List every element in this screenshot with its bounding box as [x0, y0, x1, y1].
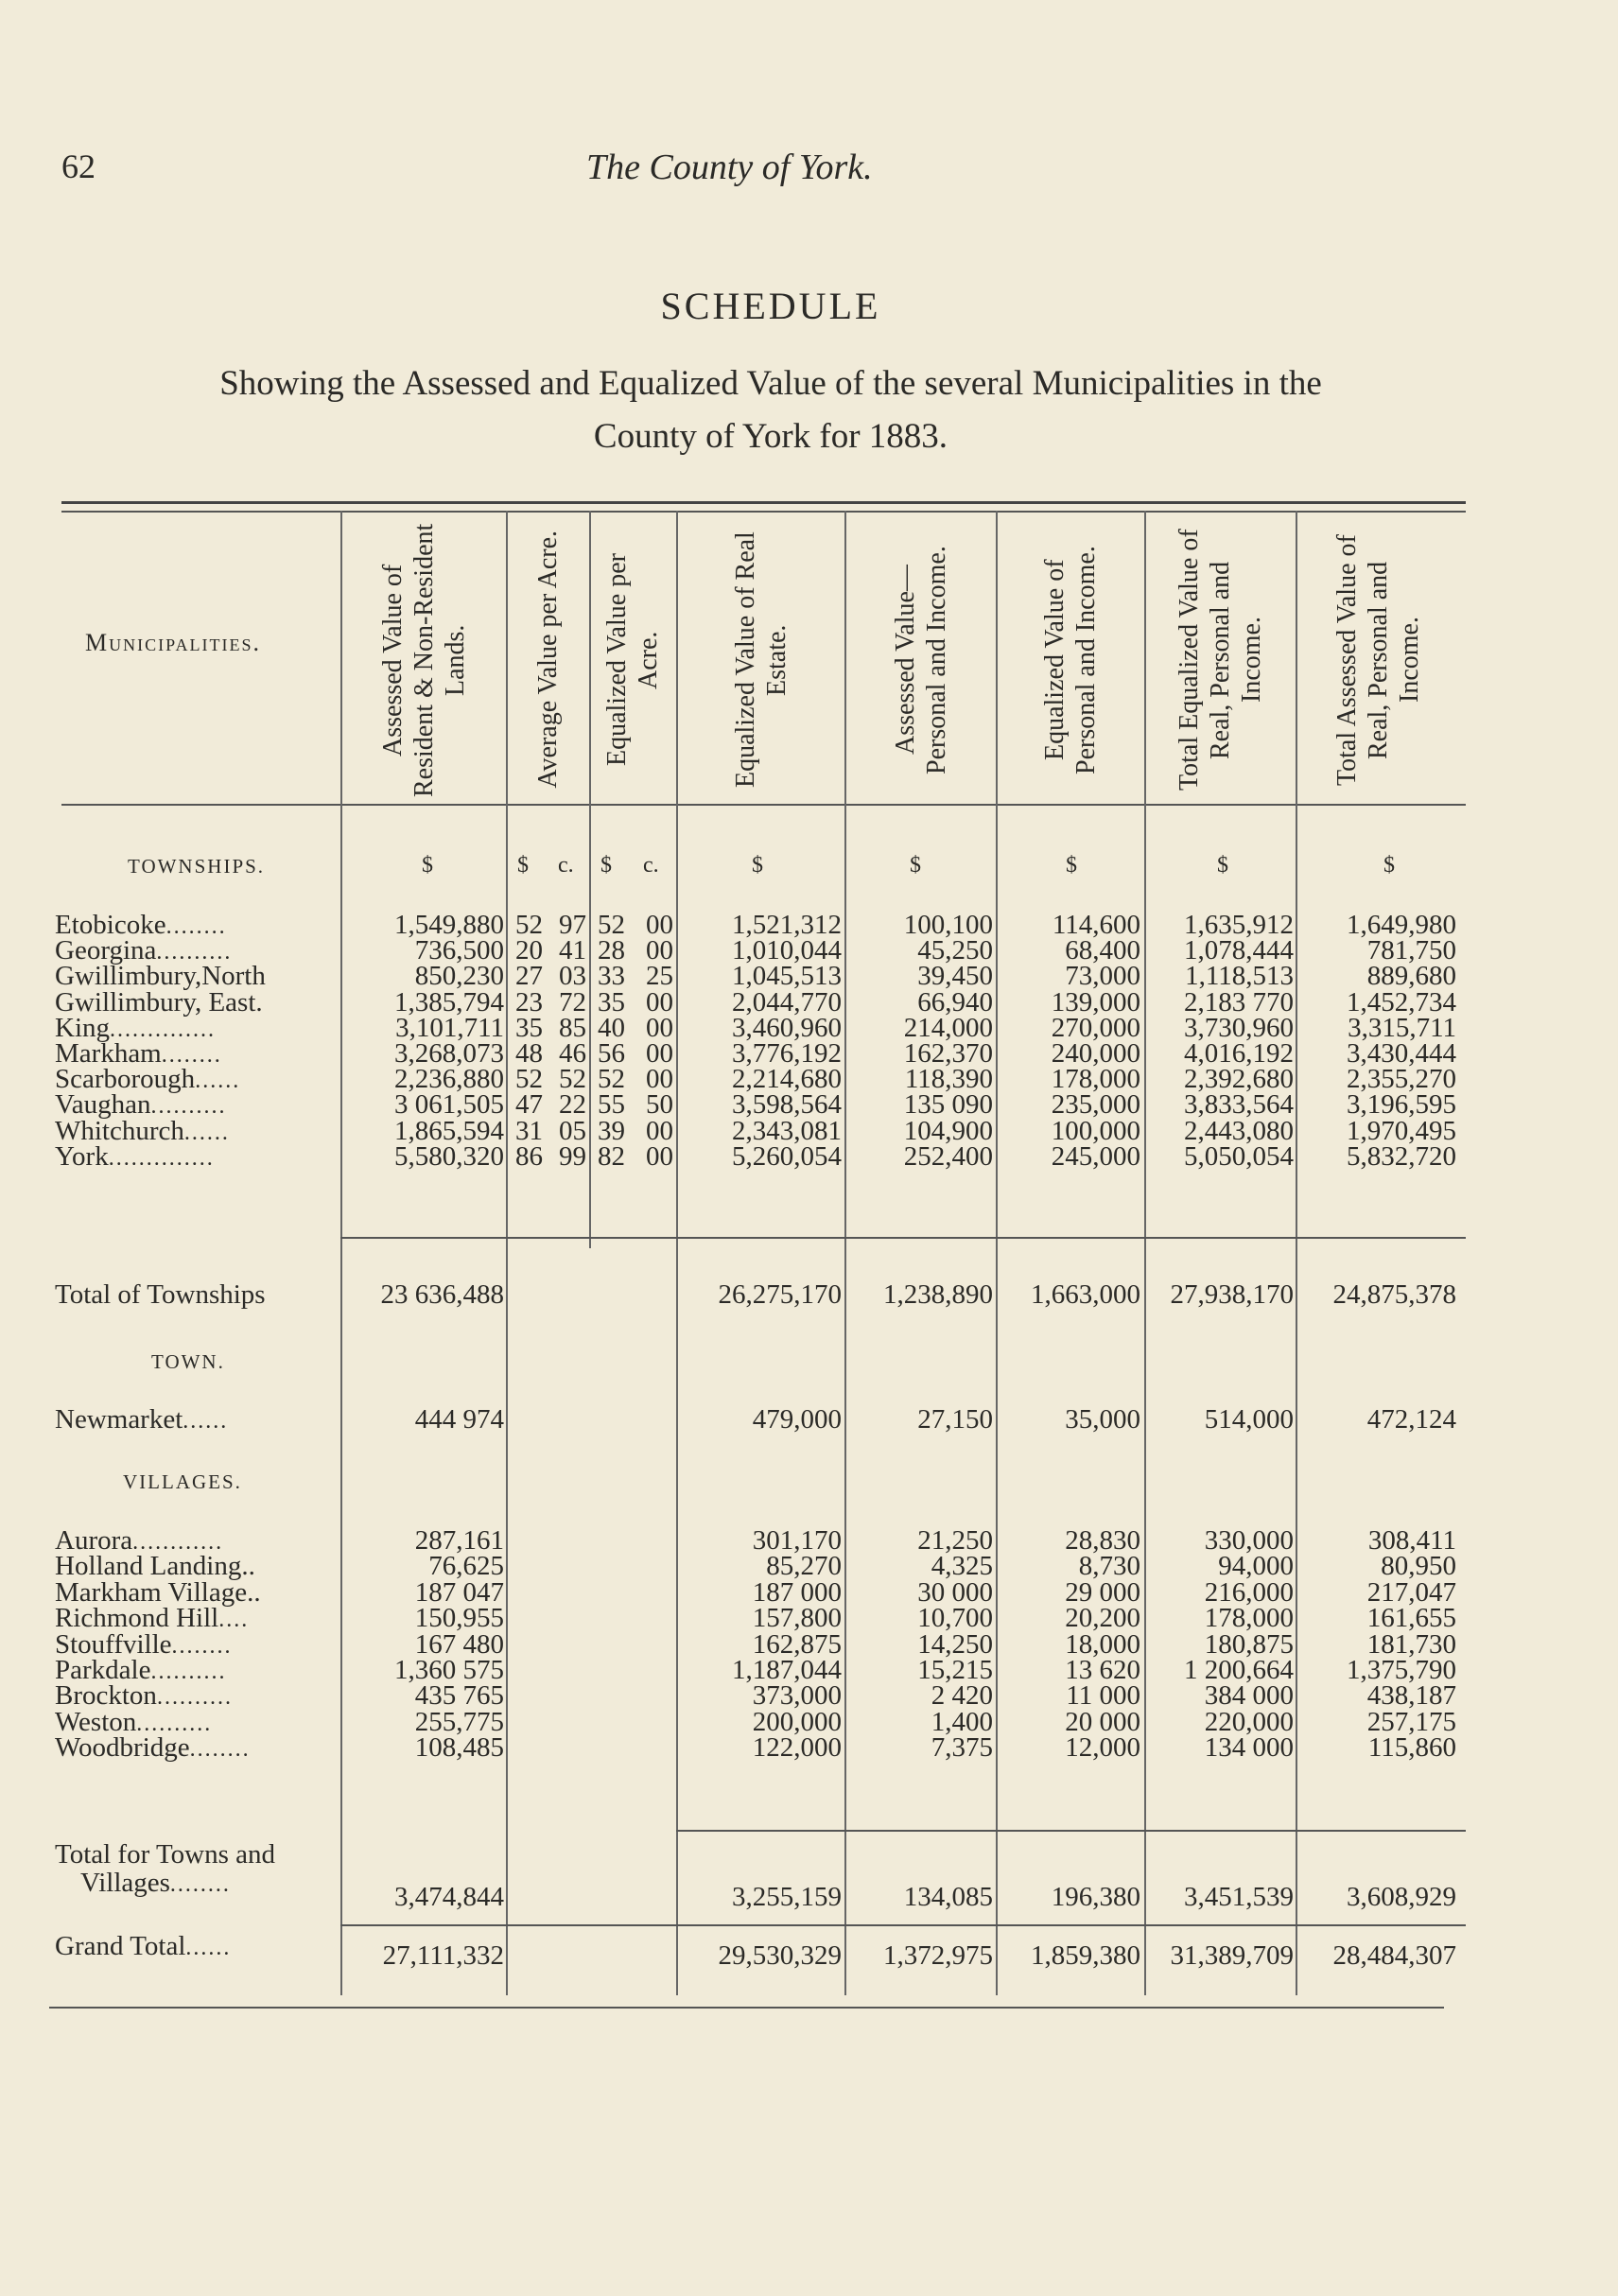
cell-eq_d: 55: [598, 1089, 625, 1121]
cell-ta: 2,355,270: [1347, 1064, 1456, 1095]
cell-avg_c: 41: [559, 935, 586, 966]
municipality-label: King: [55, 1012, 110, 1043]
cell-eqre: 157,800: [752, 1603, 842, 1634]
cell-a: 255,775: [414, 1706, 504, 1737]
cell-avg_c: 52: [559, 1064, 586, 1095]
cell-avg_d: 48: [515, 1038, 543, 1069]
cell-te: 330,000: [1204, 1525, 1294, 1556]
cell-eqre: 1,521,312: [732, 910, 842, 940]
cell-eqre: 373,000: [752, 1680, 842, 1712]
municipality-label: Etobicoke: [55, 910, 166, 940]
cell-eq_c: 25: [646, 961, 673, 992]
cell-eqre: 29,530,329: [718, 1940, 842, 1971]
cell-ta: 1,970,495: [1347, 1115, 1456, 1146]
cell-ta: 115,860: [1367, 1732, 1456, 1764]
municipality-label: Total of Townships: [55, 1279, 266, 1310]
cell-ap: 10,700: [917, 1603, 993, 1634]
cell-eq_c: 00: [646, 1115, 673, 1146]
cell-ap: 104,900: [903, 1115, 993, 1146]
schedule-subtitle: [61, 357, 1480, 463]
municipality-label: Woodbridge: [55, 1732, 190, 1764]
cell-a: 1,549,880: [394, 910, 504, 940]
cell-eqre: 187 000: [752, 1576, 842, 1608]
leader-dots: ......: [183, 1409, 229, 1434]
cell-ap: 14,250: [917, 1628, 993, 1660]
top-rule-2: [61, 511, 1466, 513]
cell-avg_c: 99: [559, 1140, 586, 1172]
cell-te: 3,730,960: [1184, 1012, 1294, 1043]
cell-eqre: 2,044,770: [732, 986, 842, 1018]
cell-eq_c: 00: [646, 910, 673, 940]
cell-a: 3,474,844: [394, 1882, 504, 1912]
cell-eqre: 2,343,081: [732, 1115, 842, 1146]
cell-ep: 29 000: [1065, 1576, 1140, 1608]
cell-ep: 11 000: [1066, 1680, 1140, 1712]
cell-ep: 12,000: [1065, 1732, 1140, 1764]
unit-dollar: $: [600, 853, 612, 878]
cell-eq_d: 39: [598, 1115, 625, 1146]
cell-ep: 1,859,380: [1031, 1940, 1140, 1971]
cell-ta: 3,430,444: [1347, 1038, 1456, 1069]
cell-ta: 889,680: [1366, 961, 1456, 992]
unit-cents: c.: [558, 853, 574, 878]
cell-ta: 181,730: [1366, 1628, 1456, 1660]
municipality-name: [55, 1279, 339, 1311]
subtotal-rule: [340, 1237, 1466, 1239]
cell-ep: 20,200: [1065, 1603, 1140, 1634]
cell-ap: 27,150: [917, 1404, 993, 1435]
cell-ap: 21,250: [917, 1525, 993, 1556]
col-header-assessed-personal: Assessed Value—Personal and Income.: [890, 545, 951, 774]
cell-ep: 13 620: [1065, 1655, 1140, 1685]
unit-dollar: $: [422, 853, 433, 878]
cell-avg_c: 03: [559, 961, 586, 992]
cell-te: 2,392,680: [1184, 1064, 1294, 1095]
cell-a: 150,955: [414, 1603, 504, 1634]
subtitle-line-1: Showing the Assessed and Equalized Value of the several Municipalities in the: [219, 364, 1322, 403]
cell-ta: 781,750: [1366, 935, 1456, 966]
cell-avg_c: 05: [559, 1115, 586, 1146]
cell-ap: 1,400: [931, 1706, 993, 1737]
leader-dots: ..........: [150, 1660, 227, 1684]
municipality-label: Gwillimbury,North: [55, 961, 266, 992]
leader-dots: ......: [195, 1069, 241, 1094]
cell-a: 108,485: [414, 1732, 504, 1764]
cell-eq_c: 00: [646, 1140, 673, 1172]
cell-ta: 80,950: [1381, 1551, 1456, 1582]
running-head: The County of York.: [586, 148, 873, 187]
municipality-label: Grand Total: [55, 1931, 186, 1961]
cell-ta: 257,175: [1366, 1706, 1456, 1737]
leader-dots: ....: [218, 1608, 250, 1633]
unit-dollar: $: [910, 853, 921, 878]
cell-eq_d: 28: [598, 935, 625, 966]
municipality-name: [55, 1141, 339, 1173]
municipality-label: Stouffville: [55, 1628, 172, 1660]
cell-eq_d: 82: [598, 1140, 625, 1172]
cell-ep: 245,000: [1051, 1140, 1140, 1172]
cell-ta: 28,484,307: [1332, 1940, 1456, 1971]
cell-ap: 30 000: [917, 1576, 993, 1608]
unit-dollar: $: [752, 853, 763, 878]
cell-eqre: 5,260,054: [732, 1140, 842, 1172]
cell-avg_c: 72: [559, 986, 586, 1018]
cell-a: 444 974: [414, 1404, 504, 1435]
section-label-town: TOWN.: [151, 1350, 225, 1373]
cell-ep: 73,000: [1065, 961, 1140, 992]
cell-ep: 18,000: [1065, 1628, 1140, 1660]
cell-ap: 4,325: [931, 1551, 993, 1582]
cell-a: 2,236,880: [394, 1064, 504, 1095]
cell-avg_d: 86: [515, 1140, 543, 1172]
cell-avg_c: 46: [559, 1038, 586, 1069]
cell-te: 178,000: [1204, 1603, 1294, 1634]
leader-dots: ..........: [156, 940, 233, 965]
cell-eqre: 200,000: [752, 1706, 842, 1737]
cell-ep: 240,000: [1051, 1038, 1140, 1069]
municipality-label: Brockton: [55, 1680, 157, 1712]
cell-te: 5,050,054: [1184, 1140, 1294, 1172]
cell-a: 850,230: [414, 961, 504, 992]
cell-eq_d: 52: [598, 910, 625, 940]
col-header-average-per-acre: Average Value per Acre.: [533, 531, 563, 789]
cell-eqre: 122,000: [752, 1732, 842, 1764]
municipality-label: Weston: [55, 1706, 137, 1737]
cell-eq_c: 00: [646, 986, 673, 1018]
cell-a: 287,161: [414, 1525, 504, 1556]
cell-ap: 252,400: [903, 1140, 993, 1172]
leader-dots: ........: [161, 1043, 222, 1068]
cell-eqre: 3,255,159: [732, 1882, 842, 1912]
cell-a: 3,268,073: [394, 1038, 504, 1069]
cell-te: 1,078,444: [1184, 935, 1294, 966]
municipality-label: Total for Towns and: [55, 1839, 276, 1870]
cell-te: 2,183 770: [1184, 986, 1294, 1018]
municipality-label: Villages: [80, 1868, 170, 1898]
cell-te: 94,000: [1218, 1551, 1294, 1582]
col-header-total-assessed: Total Assessed Value of Real, Personal and Income.: [1331, 533, 1424, 786]
cell-te: 4,016,192: [1184, 1038, 1294, 1069]
cell-a: 5,580,320: [394, 1140, 504, 1172]
subtotal-rule: [340, 1924, 1466, 1926]
municipality-label: Whitchurch: [55, 1115, 184, 1146]
leader-dots: ..........: [156, 1685, 233, 1711]
cell-ta: 3,315,711: [1348, 1012, 1456, 1043]
cell-ap: 39,450: [917, 961, 993, 992]
cell-avg_d: 20: [515, 935, 543, 966]
cell-ep: 235,000: [1051, 1089, 1140, 1121]
cell-avg_d: 47: [515, 1089, 543, 1121]
cell-eq_d: 52: [598, 1064, 625, 1095]
col-header-assessed-lands: Assessed Value of Resident & Non-Resident Lands.: [377, 522, 470, 797]
cell-eq_d: 35: [598, 986, 625, 1018]
leader-dots: ......: [183, 1120, 230, 1145]
cell-te: 1 200,664: [1184, 1655, 1294, 1685]
cell-te: 220,000: [1204, 1706, 1294, 1737]
cell-ta: 5,832,720: [1347, 1140, 1456, 1172]
leader-dots: ..........: [150, 1094, 227, 1120]
municipality-label: Parkdale: [55, 1655, 151, 1685]
col-header-total-equalized: Total Equalized Value of Real, Personal and Income.: [1174, 529, 1266, 791]
cell-ta: 1,649,980: [1347, 910, 1456, 940]
cell-avg_c: 97: [559, 910, 586, 940]
cell-eq_c: 00: [646, 935, 673, 966]
cell-ap: 135 090: [903, 1089, 993, 1121]
cell-ep: 178,000: [1051, 1064, 1140, 1095]
municipality-label: Newmarket: [55, 1404, 183, 1435]
leader-dots: ........: [169, 1872, 231, 1897]
municipality-name: [55, 1404, 339, 1435]
cell-ap: 134,085: [903, 1882, 993, 1912]
cell-a: 3 061,505: [394, 1089, 504, 1121]
cell-ta: 1,452,734: [1347, 986, 1456, 1018]
cell-eqre: 3,460,960: [732, 1012, 842, 1043]
leader-dots: ..............: [110, 1017, 216, 1042]
cell-eq_d: 56: [598, 1038, 625, 1069]
cell-te: 134 000: [1204, 1732, 1294, 1764]
cell-ep: 139,000: [1051, 986, 1140, 1018]
cell-avg_d: 35: [515, 1012, 543, 1043]
cell-a: 1,360 575: [394, 1655, 504, 1685]
municipality-label: Markham Village..: [55, 1576, 261, 1608]
cell-eqre: 301,170: [752, 1525, 842, 1556]
cell-eqre: 3,598,564: [732, 1089, 842, 1121]
subtitle-line-2: County of York for 1883.: [593, 417, 948, 456]
municipalities-header: Municipalities.: [85, 629, 261, 656]
subtotal-rule: [676, 1830, 1466, 1832]
cell-a: 1,865,594: [394, 1115, 504, 1146]
cell-a: 1,385,794: [394, 986, 504, 1018]
leader-dots: ........: [165, 914, 227, 939]
cell-avg_c: 85: [559, 1012, 586, 1043]
cell-ap: 2 420: [931, 1680, 993, 1712]
cell-ta: 24,875,378: [1332, 1279, 1456, 1310]
municipality-label: Holland Landing..: [55, 1551, 255, 1582]
cell-ep: 68,400: [1065, 935, 1140, 966]
municipality-label: Gwillimbury, East.: [55, 986, 263, 1018]
cell-ta: 161,655: [1366, 1603, 1456, 1634]
cell-eqre: 1,045,513: [732, 961, 842, 992]
leader-dots: ............: [132, 1530, 224, 1555]
cell-te: 3,833,564: [1184, 1089, 1294, 1121]
municipality-label: Markham: [55, 1038, 162, 1069]
leader-dots: ........: [171, 1633, 233, 1659]
cell-a: 736,500: [414, 935, 504, 966]
cell-a: 187 047: [414, 1576, 504, 1608]
cell-eq_d: 40: [598, 1012, 625, 1043]
cell-a: 167 480: [414, 1628, 504, 1660]
cell-ap: 7,375: [931, 1732, 993, 1764]
cell-ap: 118,390: [904, 1064, 993, 1095]
cell-te: 31,389,709: [1170, 1940, 1294, 1971]
cell-ep: 35,000: [1065, 1404, 1140, 1435]
cell-a: 435 765: [414, 1680, 504, 1712]
cell-ep: 20 000: [1065, 1706, 1140, 1737]
cell-eqre: 1,010,044: [732, 935, 842, 966]
cell-ep: 28,830: [1065, 1525, 1140, 1556]
cell-eqre: 2,214,680: [732, 1064, 842, 1095]
cell-ap: 162,370: [903, 1038, 993, 1069]
cell-ta: 3,196,595: [1347, 1089, 1456, 1121]
cell-avg_d: 31: [515, 1115, 543, 1146]
section-label-townships: TOWNSHIPS.: [128, 855, 266, 878]
cell-te: 1,635,912: [1184, 910, 1294, 940]
unit-dollar: $: [1383, 853, 1395, 878]
cell-ta: 217,047: [1366, 1576, 1456, 1608]
cell-te: 27,938,170: [1170, 1279, 1294, 1310]
leader-dots: ..............: [108, 1145, 215, 1171]
municipality-name: [80, 1868, 364, 1899]
top-rule: [61, 501, 1466, 504]
cell-te: 514,000: [1204, 1404, 1294, 1435]
municipality-label: Vaughan: [55, 1089, 151, 1121]
cell-ep: 100,000: [1051, 1115, 1140, 1146]
municipality-name: [55, 1732, 339, 1764]
cell-ep: 114,600: [1052, 910, 1140, 940]
cell-ta: 438,187: [1366, 1680, 1456, 1712]
cell-te: 384 000: [1204, 1680, 1294, 1712]
municipality-label: Aurora: [55, 1525, 133, 1556]
cell-eq_c: 50: [646, 1089, 673, 1121]
page-number: 62: [61, 148, 96, 185]
cell-ep: 1,663,000: [1031, 1279, 1140, 1310]
cell-a: 23 636,488: [380, 1279, 504, 1310]
cell-eqre: 162,875: [752, 1628, 842, 1660]
cell-a: 27,111,332: [382, 1940, 504, 1971]
col-header-equalized-per-acre: Equalized Value per Acre.: [602, 553, 663, 766]
cell-avg_d: 23: [515, 986, 543, 1018]
cell-eq_c: 00: [646, 1012, 673, 1043]
cell-ap: 214,000: [903, 1012, 993, 1043]
cell-avg_c: 22: [559, 1089, 586, 1121]
leader-dots: ..........: [136, 1711, 213, 1736]
section-label-villages: VILLAGES.: [123, 1470, 242, 1493]
cell-te: 2,443,080: [1184, 1115, 1294, 1146]
municipality-label: Georgina: [55, 935, 157, 966]
cell-avg_d: 52: [515, 910, 543, 940]
leader-dots: ........: [189, 1737, 251, 1763]
cell-eq_c: 00: [646, 1064, 673, 1095]
bottom-rule: [49, 2007, 1444, 2009]
header-rule: [61, 804, 1466, 806]
cell-ap: 1,238,890: [883, 1279, 993, 1310]
unit-dollar: $: [517, 853, 529, 878]
cell-te: 216,000: [1204, 1576, 1294, 1608]
municipality-name: [55, 1931, 339, 1962]
municipality-label: Scarborough: [55, 1064, 196, 1095]
cell-avg_d: 52: [515, 1064, 543, 1095]
unit-dollar: $: [1217, 853, 1228, 878]
cell-ap: 100,100: [903, 910, 993, 940]
cell-ap: 66,940: [917, 986, 993, 1018]
cell-ep: 196,380: [1051, 1882, 1140, 1912]
cell-ep: 270,000: [1051, 1012, 1140, 1043]
unit-cents: c.: [643, 853, 659, 878]
cell-ap: 1,372,975: [883, 1940, 993, 1971]
cell-ta: 308,411: [1367, 1525, 1456, 1556]
col-header-equalized-personal: Equalized Value of Personal and Income.: [1040, 545, 1101, 774]
cell-ta: 3,608,929: [1347, 1882, 1456, 1912]
unit-dollar: $: [1066, 853, 1077, 878]
municipality-label: York: [55, 1140, 109, 1172]
cell-ap: 45,250: [917, 935, 993, 966]
cell-te: 180,875: [1204, 1628, 1294, 1660]
cell-eqre: 1,187,044: [732, 1655, 842, 1685]
cell-ta: 1,375,790: [1347, 1655, 1456, 1685]
cell-eqre: 26,275,170: [718, 1279, 842, 1310]
cell-avg_d: 27: [515, 961, 543, 992]
schedule-title: SCHEDULE: [660, 285, 881, 327]
cell-ta: 472,124: [1366, 1404, 1456, 1435]
leader-dots: ......: [185, 1936, 232, 1960]
cell-a: 3,101,711: [395, 1012, 504, 1043]
cell-a: 76,625: [428, 1551, 504, 1582]
cell-ap: 15,215: [917, 1655, 993, 1685]
cell-te: 1,118,513: [1185, 961, 1294, 992]
cell-eq_d: 33: [598, 961, 625, 992]
cell-te: 3,451,539: [1184, 1882, 1294, 1912]
cell-ep: 8,730: [1078, 1551, 1140, 1582]
cell-eqre: 479,000: [752, 1404, 842, 1435]
cell-eqre: 85,270: [766, 1551, 842, 1582]
cell-eqre: 3,776,192: [732, 1038, 842, 1069]
col-header-equalized-real-estate: Equalized Value of Real Estate.: [730, 531, 792, 788]
cell-eq_c: 00: [646, 1038, 673, 1069]
municipality-label: Richmond Hill: [55, 1603, 219, 1634]
